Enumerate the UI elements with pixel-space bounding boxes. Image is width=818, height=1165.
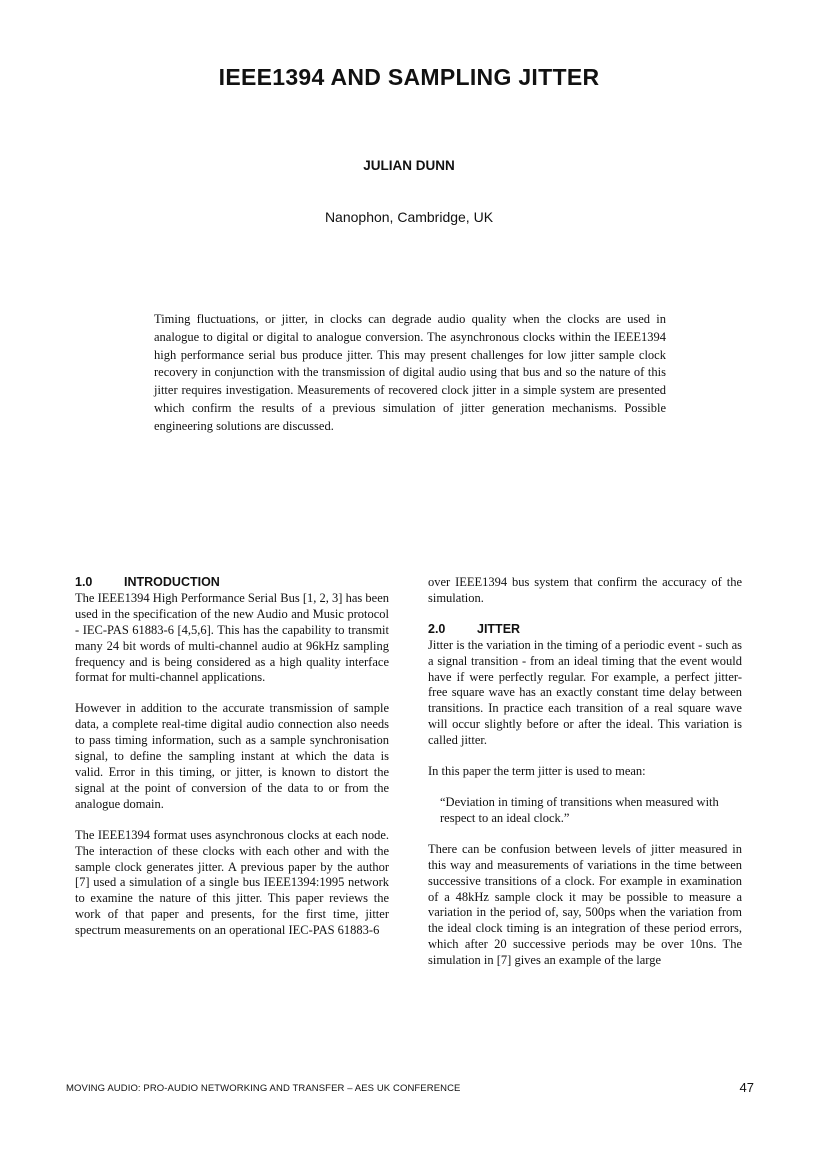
left-column [75,575,389,954]
paragraph: In this paper the term jitter is used to mean: [428,764,646,779]
paragraph: The IEEE1394 format uses asynchronous clocks at each node. The interaction of these clocks with each other and with the sample clock generates jitter. A previous paper by the author [7] used a simulation of a single bus IEEE1394:1995 network to examine the nature of this jitter. This paper reviews the work of that paper and presents, for the first time, jitter spectrum measurements on an operational IEC-PAS 61883-6 [75,827,389,938]
page-number: 47 [739,1080,754,1095]
section-number: 1.0 [75,575,93,589]
author-affiliation: Nanophon, Cambridge, UK [324,209,494,225]
paragraph: The IEEE1394 High Performance Serial Bus [1, 2, 3] has been used in the specification of the new Audio and Music protocol - IEC-PAS 61883-6 [4,5,6]. This has the capability to transmit many 24 bit words of multi-channel audio at 96kHz sampling frequency and is being considered as a high quality interface format for multi-channel applications. [75,590,389,685]
section-heading-jitter [428,622,742,638]
abstract: Timing fluctuations, or jitter, in clocks can degrade audio quality when the clocks are used in analogue to digital or digital to analogue conversion. The asynchronous clocks within the IEEE1394 high performance serial bus produce jitter. This may present challenges for low jitter sample clock recovery in conjunction with the transmission of digital audio using that bus and so the nature of this jitter requires investigation. Measurements of recovered clock jitter in a simple system are presented which confirm the results of a previous simulation of jitter generation mechanisms. Possible engineering solutions are discussed. [154,312,666,433]
author-name: JULIAN DUNN [363,158,455,173]
paper-title: IEEE1394 AND SAMPLING JITTER [218,64,600,90]
paragraph-continuation: over IEEE1394 bus system that confirm the accuracy of the simulation. [428,575,742,605]
paragraph: There can be confusion between levels of jitter measured in this way and measurements of variations in the time between successive transitions of a clock. For example in examination of a 48kHz sample clock it may be possible to measure a variation in the period of, say, 500ps when the variation from the ideal clock timing is an integration of these period errors, which after 20 successive periods may be over 10ns. The simulation in [7] gives an example of the large [428,841,742,968]
paragraph: Jitter is the variation in the timing of a periodic event - such as a signal transition - from an ideal timing that the event would have if were perfectly regular. For example, a perfect jitter-free square wave has an exactly constant time delay between transitions. In practice each transition of a real square wave will occur slightly before or after the ideal. This variation is called jitter. [428,637,742,748]
paragraph: However in addition to the accurate transmission of sample data, a complete real-time digital audio connection also needs to pass timing information, such as a sample synchronisation signal, to define the sampling instant at which the data is valid. Error in this timing, or jitter, is known to distort the signal at the point of conversion of the data to or from the analogue domain. [75,701,389,811]
section-heading-introduction [75,575,389,591]
section-title: JITTER [477,621,521,636]
right-column [428,575,742,984]
definition-quote: “Deviation in timing of transitions when measured with respect to an ideal clock.” [440,794,719,825]
section-title: INTRODUCTION [124,575,220,589]
footer-conference: MOVING AUDIO: PRO-AUDIO NETWORKING AND TRANSFER – AES UK CONFERENCE [66,1083,461,1094]
section-number: 2.0 [428,621,446,636]
